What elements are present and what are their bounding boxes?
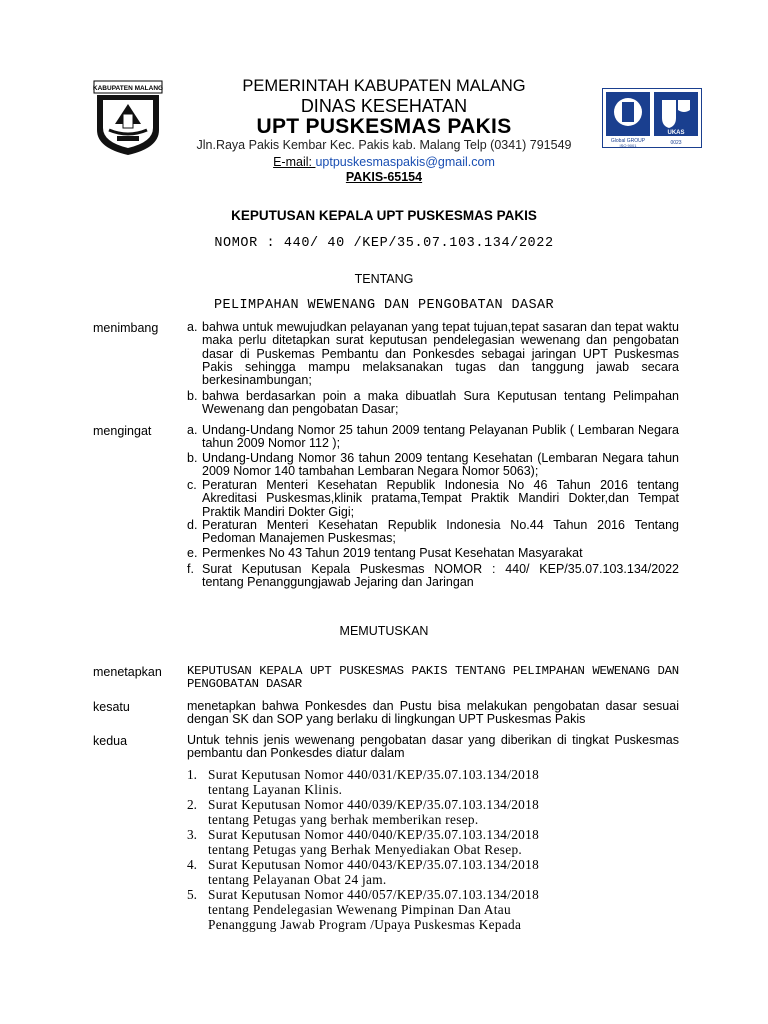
header-department: DINAS KESEHATAN <box>300 96 468 116</box>
item-line1: Surat Keputusan Nomor 440/057/KEP/35.07.103.134/2018 <box>208 887 540 902</box>
kedua-item-3 <box>187 828 647 858</box>
header-address: Jln.Raya Pakis Kembar Kec. Pakis kab. Malang Telp (0341) 791549 <box>196 138 572 152</box>
item-marker: e. <box>187 546 198 560</box>
tentang-label: TENTANG <box>354 272 414 286</box>
iso-caption: ISO 9001 <box>619 143 637 148</box>
item-marker: a. <box>187 320 198 334</box>
kedua-text: Untuk tehnis jenis wewenang pengobatan dasar yang diberikan di tingkat Puskesmas pembantu dan Ponkesdes diatur dalam <box>187 733 679 761</box>
menetapkan-label: menetapkan <box>93 665 162 679</box>
memutuskan-heading: MEMUTUSKAN <box>339 624 429 638</box>
header-code: PAKIS-65154 <box>345 170 423 184</box>
mengingat-item-f <box>187 563 679 590</box>
kesatu-label: kesatu <box>93 700 130 714</box>
item-text: Undang-Undang Nomor 25 tahun 2009 tentang Pelayanan Publik ( Lembaran Negara tahun 2009 Nomor 112 ); <box>202 423 679 451</box>
decree-number: NOMOR : 440/ 40 /KEP/35.07.103.134/2022 <box>214 236 554 251</box>
item-line2: tentang Petugas yang Berhak Menyediakan Obat Resep. <box>208 841 523 857</box>
menimbang-label: menimbang <box>93 321 159 335</box>
item-marker: c. <box>187 478 197 492</box>
menetapkan-text: KEPUTUSAN KEPALA UPT PUSKESMAS PAKIS TENTANG PELIMPAHAN WEWENANG DAN PENGOBATAN DASAR <box>187 664 679 692</box>
decree-subject: PELIMPAHAN WEWENANG DAN PENGOBATAN DASAR <box>213 298 555 313</box>
header-government: PEMERINTAH KABUPATEN MALANG <box>242 77 526 95</box>
certification-logos <box>602 88 702 148</box>
kesatu-text: menetapkan bahwa Ponkesdes dan Pustu bisa melakukan pengobatan dasar sesuai dengan SK dan SOP yang berlaku di lingkungan UPT Puskesmas Pakis <box>187 699 679 727</box>
menimbang-item-a <box>187 321 679 387</box>
header-institution: UPT PUSKESMAS PAKIS <box>256 115 512 138</box>
mengingat-item-e <box>187 547 679 560</box>
item-text: bahwa berdasarkan poin a maka dibuatlah Sura Keputusan tentang Pelimpahan Wewenang dan pengobatan Dasar; <box>202 389 679 417</box>
item-text: bahwa untuk mewujudkan pelayanan yang tepat tujuan,tepat sasaran dan tepat waktu maka perlu ditetapkan surat keputusan pendelegasian wewenang dan pengobatan dasar di Puskemas Pembantu dan Ponkesdes sebagai jaringan UPT Puskesmas Pakis sehingga mampu melaksanakan tugas dan tanggung jawab secara berkesinambungan; <box>202 320 679 388</box>
item-line1: Surat Keputusan Nomor 440/043/KEP/35.07.103.134/2018 <box>208 857 540 872</box>
mengingat-item-c <box>187 479 679 519</box>
mengingat-label: mengingat <box>93 424 152 438</box>
decree-title: KEPUTUSAN KEPALA UPT PUSKESMAS PAKIS <box>231 208 537 223</box>
svg-text:KABUPATEN MALANG: KABUPATEN MALANG <box>93 85 163 92</box>
item-marker: a. <box>187 423 198 437</box>
mengingat-item-a <box>187 424 679 451</box>
menimbang-item-b <box>187 390 679 417</box>
item-line1: Surat Keputusan Nomor 440/039/KEP/35.07.103.134/2018 <box>208 797 540 812</box>
kedua-item-2 <box>187 798 647 828</box>
ukas-caption: UKAS <box>667 130 685 136</box>
item-marker: 1. <box>187 767 197 782</box>
item-line2: tentang Pendelegasian Wewenang Pimpinan Dan Atau <box>208 901 511 917</box>
mengingat-item-d <box>187 519 679 546</box>
item-marker: 4. <box>187 857 197 872</box>
email-label: E-mail: <box>273 155 316 169</box>
globalgroup-caption: Global GROUP <box>610 138 646 144</box>
item-marker: f. <box>187 562 194 576</box>
item-marker: b. <box>187 389 198 403</box>
item-text: Undang-Undang Nomor 36 tahun 2009 tentang Kesehatan (Lembaran Negara tahun 2009 Nomor 140 tambahan Lembaran Negara Nomor 5063); <box>202 451 679 479</box>
kedua-item-5 <box>187 888 647 932</box>
item-line1: Surat Keputusan Nomor 440/040/KEP/35.07.103.134/2018 <box>208 827 540 842</box>
item-text: Peraturan Menteri Kesehatan Republik Indonesia No.44 Tahun 2016 Tentang Pedoman Manajemen Puskesmas; <box>202 518 679 546</box>
item-marker: d. <box>187 518 198 532</box>
item-line2: tentang Layanan Klinis. <box>208 781 343 797</box>
kedua-label: kedua <box>93 734 128 748</box>
mengingat-item-b <box>187 452 679 479</box>
kedua-item-1 <box>187 768 647 798</box>
item-line3: Penanggung Jawab Program /Upaya Puskesmas Kepada <box>208 916 522 932</box>
item-text: Peraturan Menteri Kesehatan Republik Indonesia No 46 Tahun 2016 tentang Akreditasi Puskesmas,klinik pratama,Tempat Praktik Mandiri Dokter,dan Tempat Praktik Mandiri Dokter Gigi; <box>202 478 679 519</box>
item-marker: b. <box>187 451 198 465</box>
item-marker: 2. <box>187 797 197 812</box>
item-line2: tentang Pelayanan Obat 24 jam. <box>208 871 387 887</box>
item-marker: 3. <box>187 827 197 842</box>
item-line2: tentang Petugas yang berhak memberikan resep. <box>208 811 479 827</box>
email-link[interactable]: uptpuskesmaspakis@gmail.com <box>315 155 495 169</box>
item-text: Permenkes No 43 Tahun 2019 tentang Pusat Kesehatan Masyarakat <box>202 546 583 560</box>
ukas-number: 0023 <box>670 140 682 146</box>
item-marker: 5. <box>187 887 197 902</box>
item-line1: Surat Keputusan Nomor 440/031/KEP/35.07.103.134/2018 <box>208 767 540 782</box>
kedua-item-4 <box>187 858 647 888</box>
header-email <box>0 155 768 169</box>
item-text: Surat Keputusan Kepala Puskesmas NOMOR : 440/ KEP/35.07.103.134/2022 tentang Penanggungjawab Jejaring dan Jaringan <box>202 562 679 590</box>
